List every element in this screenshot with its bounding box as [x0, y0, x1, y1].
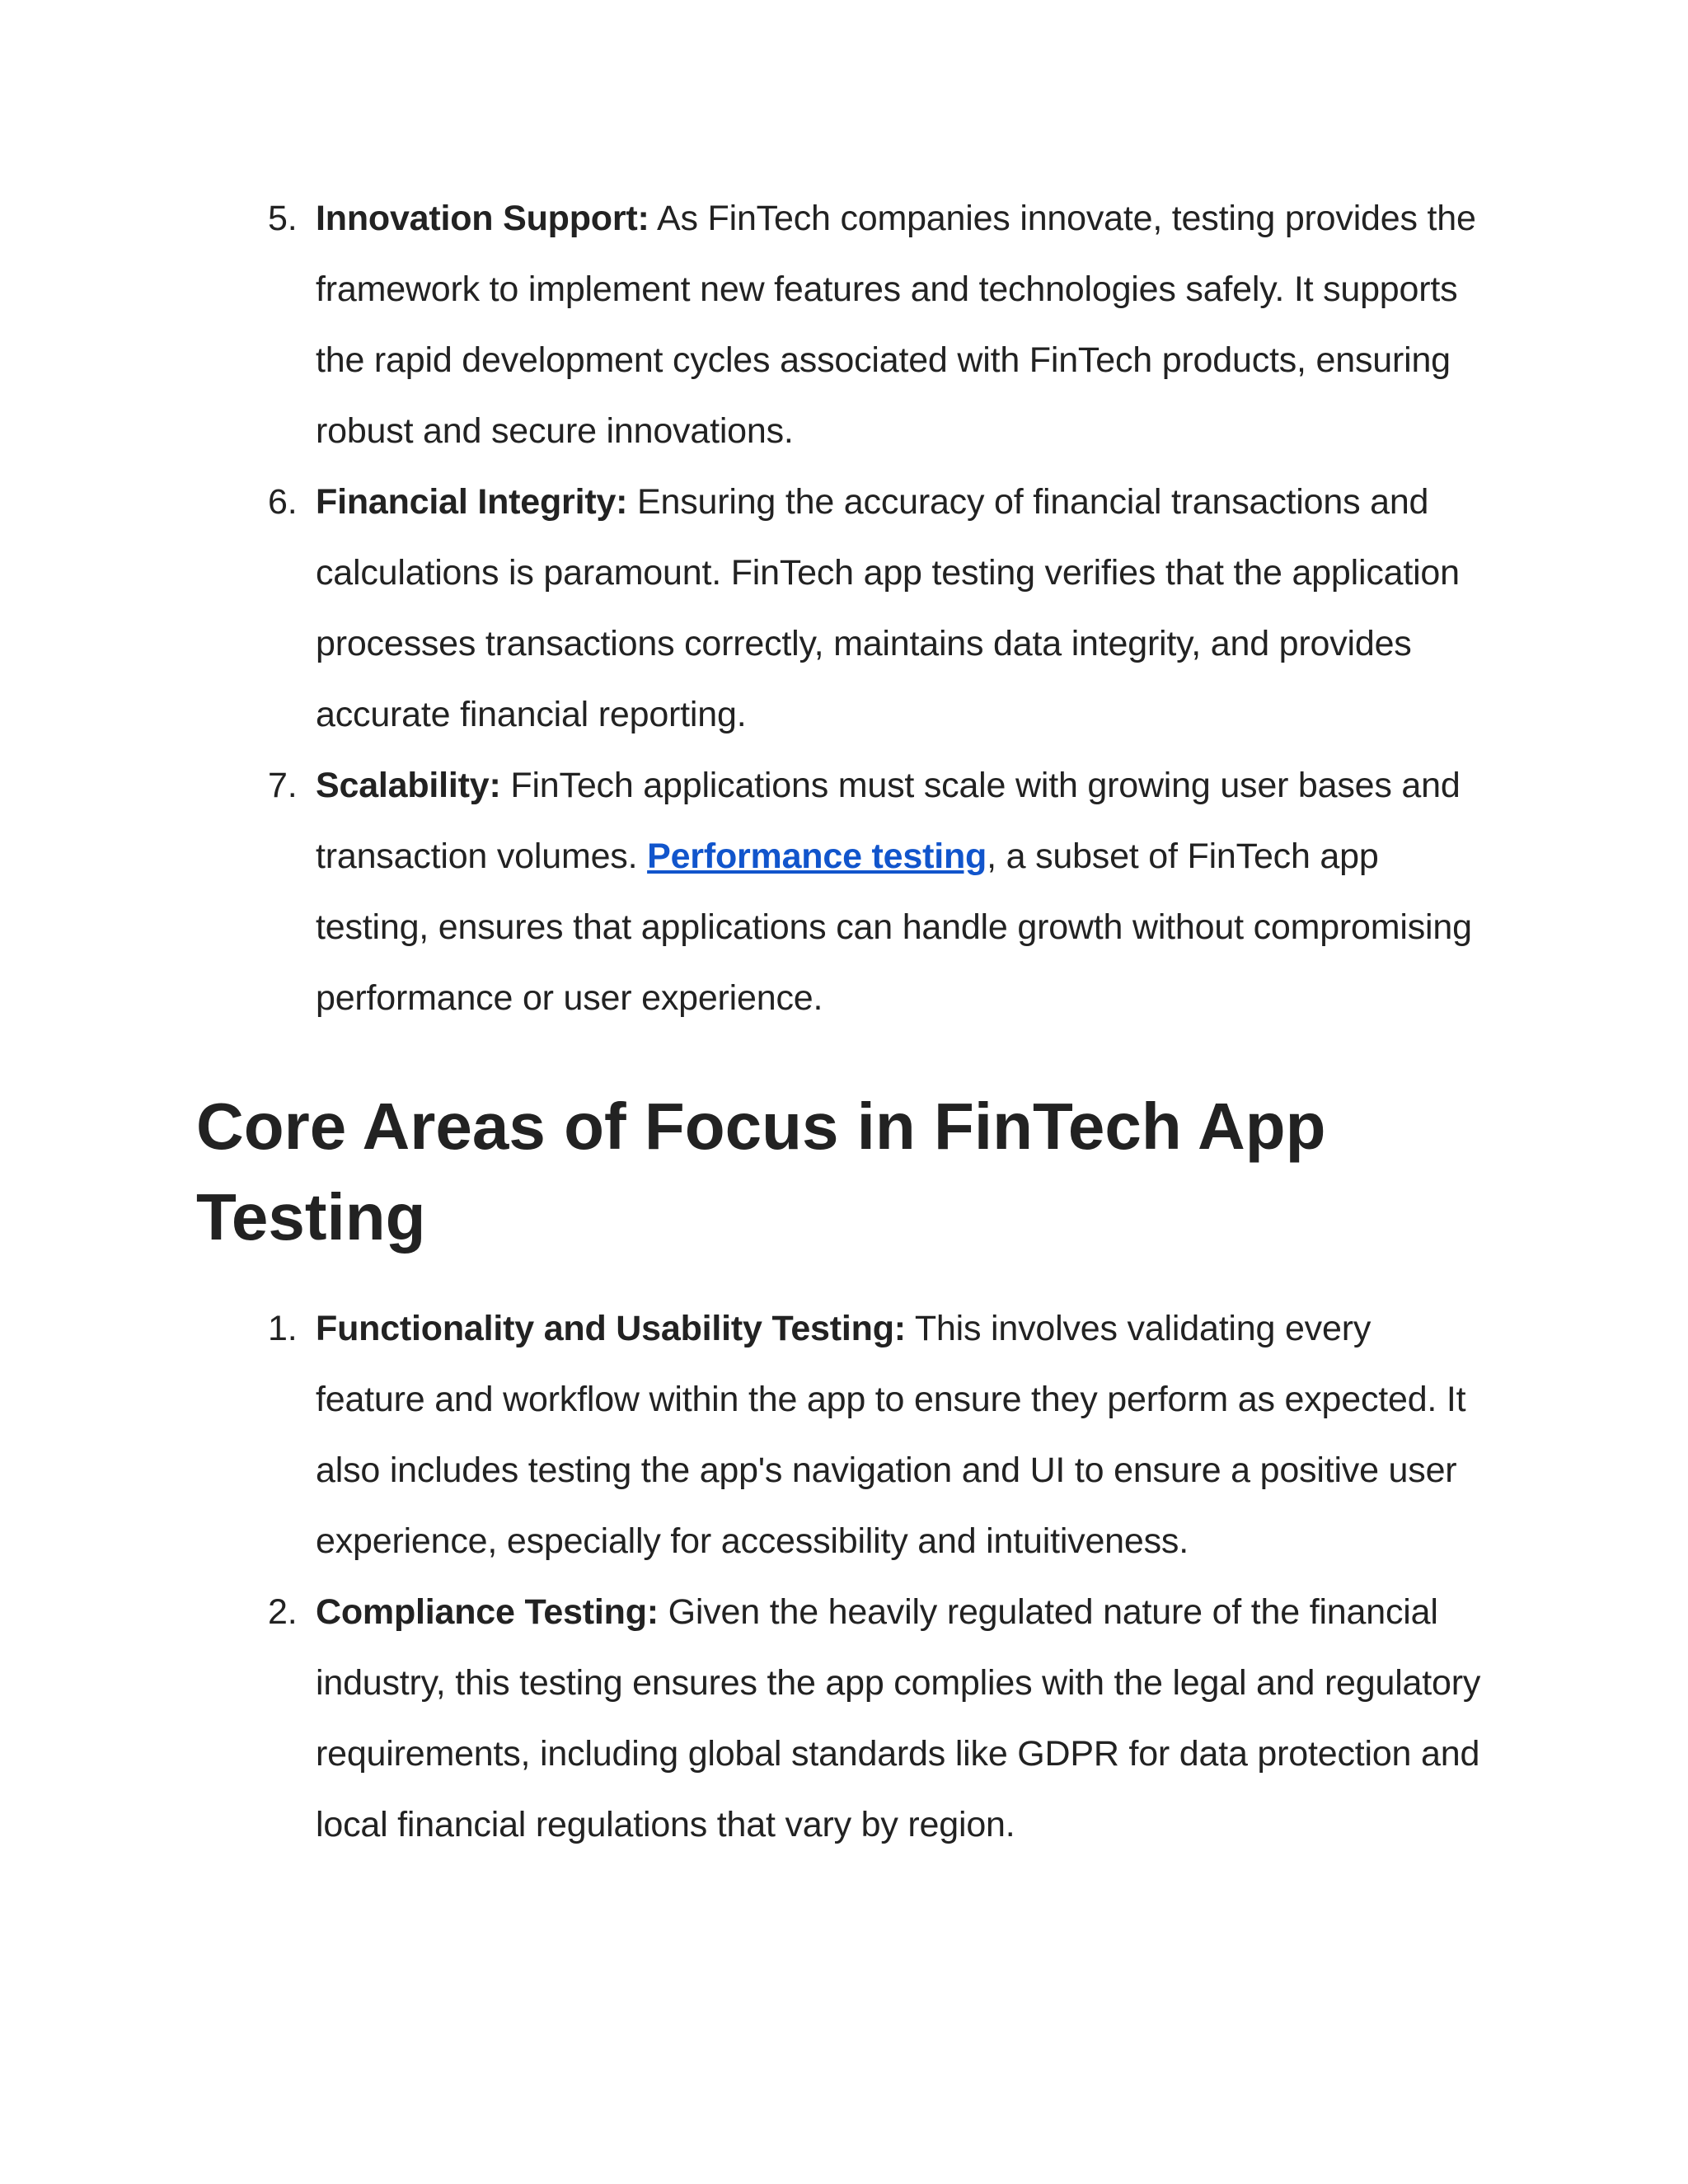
list-item-text: As FinTech companies innovate, testing provides the framework to implement new features and technologies safely. It supports the rapid development cycles associated with FinTech products, ensuring robust and secure innovations. — [316, 199, 1476, 451]
list-item-text: , a subset of FinTech app testing, ensures that applications can handle growth without compromising performance or user experience. — [316, 837, 1472, 1018]
list-number: 2. — [268, 1592, 298, 1632]
list-item-compliance-testing — [268, 1577, 1486, 1860]
performance-testing-link[interactable]: Performance testing — [647, 837, 987, 876]
list-item-term: Functionality and Usability Testing: — [316, 1309, 906, 1348]
list-item-text: FinTech applications must scale with growing user bases and transaction volumes. — [316, 766, 1461, 876]
benefits-list — [268, 183, 1486, 1033]
list-item-text: This involves validating every feature and workflow within the app to ensure they perform as expected. It also includes testing the app's navigation and UI to ensure a positive user experience, especially for accessibility and intuitiveness. — [316, 1309, 1466, 1561]
list-number: 7. — [268, 766, 298, 805]
list-item-term: Compliance Testing: — [316, 1592, 659, 1632]
list-item-scalability — [268, 750, 1486, 1033]
list-item-innovation-support — [268, 183, 1486, 466]
list-item-term: Innovation Support: — [316, 199, 649, 238]
list-number: 1. — [268, 1309, 298, 1348]
list-number: 6. — [268, 482, 298, 522]
list-item-term: Scalability: — [316, 766, 501, 805]
section-heading: Core Areas of Focus in FinTech App Testing — [196, 1090, 1326, 1254]
list-item-term: Financial Integrity: — [316, 482, 628, 522]
list-item-functionality-usability — [268, 1293, 1486, 1577]
list-item-text: Ensuring the accuracy of financial transactions and calculations is paramount. FinTech app testing verifies that the application processes transactions correctly, maintains data integrity, and provides accurate financial reporting. — [316, 482, 1460, 734]
list-item-text: Given the heavily regulated nature of the financial industry, this testing ensures the app complies with the legal and regulatory requirements, including global standards like GDPR for data protection and local financial regulations that vary by region. — [316, 1592, 1481, 1844]
core-areas-list — [268, 1293, 1486, 1860]
list-item-financial-integrity — [268, 466, 1486, 750]
list-number: 5. — [268, 199, 298, 238]
